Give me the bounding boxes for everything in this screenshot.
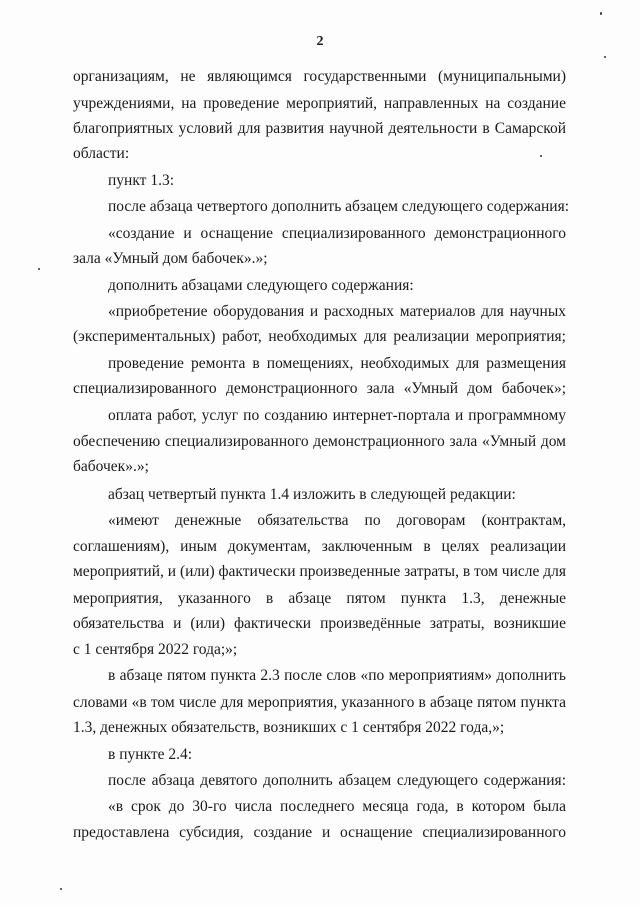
text-line: обязательства и (или) фактически произведённые затраты, возникшие [73,615,566,632]
text-line: обеспечению специализированного демонстрационного зала «Умный дом [73,433,566,450]
scan-speck [540,155,542,157]
scan-speck [60,888,62,890]
page-number: 2 [316,34,324,49]
text-line: в пункте 2.4: [108,746,193,763]
text-line: области: [73,145,130,162]
text-line: в абзаце пятом пункта 2.3 после слов «по мероприятиям» дополнить [108,667,566,684]
text-line: «в срок до 30-го числа последнего месяца года, в котором была [108,798,566,815]
text-line: после абзаца девятого дополнить абзацем следующего содержания: [108,772,566,789]
text-line: мероприятия, указанного в абзаце пятом пункта 1.3, денежные [73,590,566,607]
text-line: «создание и оснащение специализированного демонстрационного [108,225,566,242]
text-line: организациям, не являющимся государственными (муниципальными) [73,68,566,85]
text-line: мероприятий, и (или) фактически произведенные затраты, в том числе для [73,563,566,580]
text-line: после абзаца четвертого дополнить абзацем следующего содержания: [108,198,570,215]
text-line: предоставлена субсидия, создание и оснащение специализированного [73,824,566,841]
text-line: с 1 сентября 2022 года;»; [73,641,238,658]
text-line: учреждениями, на проведение мероприятий, направленных на создание [73,95,566,112]
text-line: 1.3, денежных обязательств, возникших с 1 сентября 2022 года,»; [73,719,505,736]
text-line: специализированного демонстрационного зала «Умный дом бабочек»; [73,380,566,397]
text-line: зала «Умный дом бабочек».»; [73,250,268,267]
text-line: «приобретение оборудования и расходных материалов для научных [108,303,566,320]
text-line: «имеют денежные обязательства по договорам (контрактам, [108,512,566,529]
scan-speck [600,12,602,15]
text-line: пункт 1.3: [108,172,174,189]
text-line: абзац четвертый пункта 1.4 изложить в следующей редакции: [108,486,516,503]
text-line: проведение ремонта в помещениях, необходимых для размещения [108,355,566,372]
text-line: соглашениям), иным документам, заключенным в целях реализации [73,538,566,555]
scan-speck [38,268,40,270]
text-line: бабочек».»; [73,458,149,475]
text-line: дополнить абзацами следующего содержания: [108,277,414,294]
scan-speck [604,56,606,58]
text-line: оплата работ, услуг по созданию интернет-портала и программному [108,407,566,424]
text-line: (экспериментальных) работ, необходимых для реализации мероприятия; [73,328,566,345]
text-line: словами «в том числе для мероприятия, указанного в абзаце пятом пункта [73,694,566,711]
text-line: благоприятных условий для развития научной деятельности в Самарской [73,120,566,137]
